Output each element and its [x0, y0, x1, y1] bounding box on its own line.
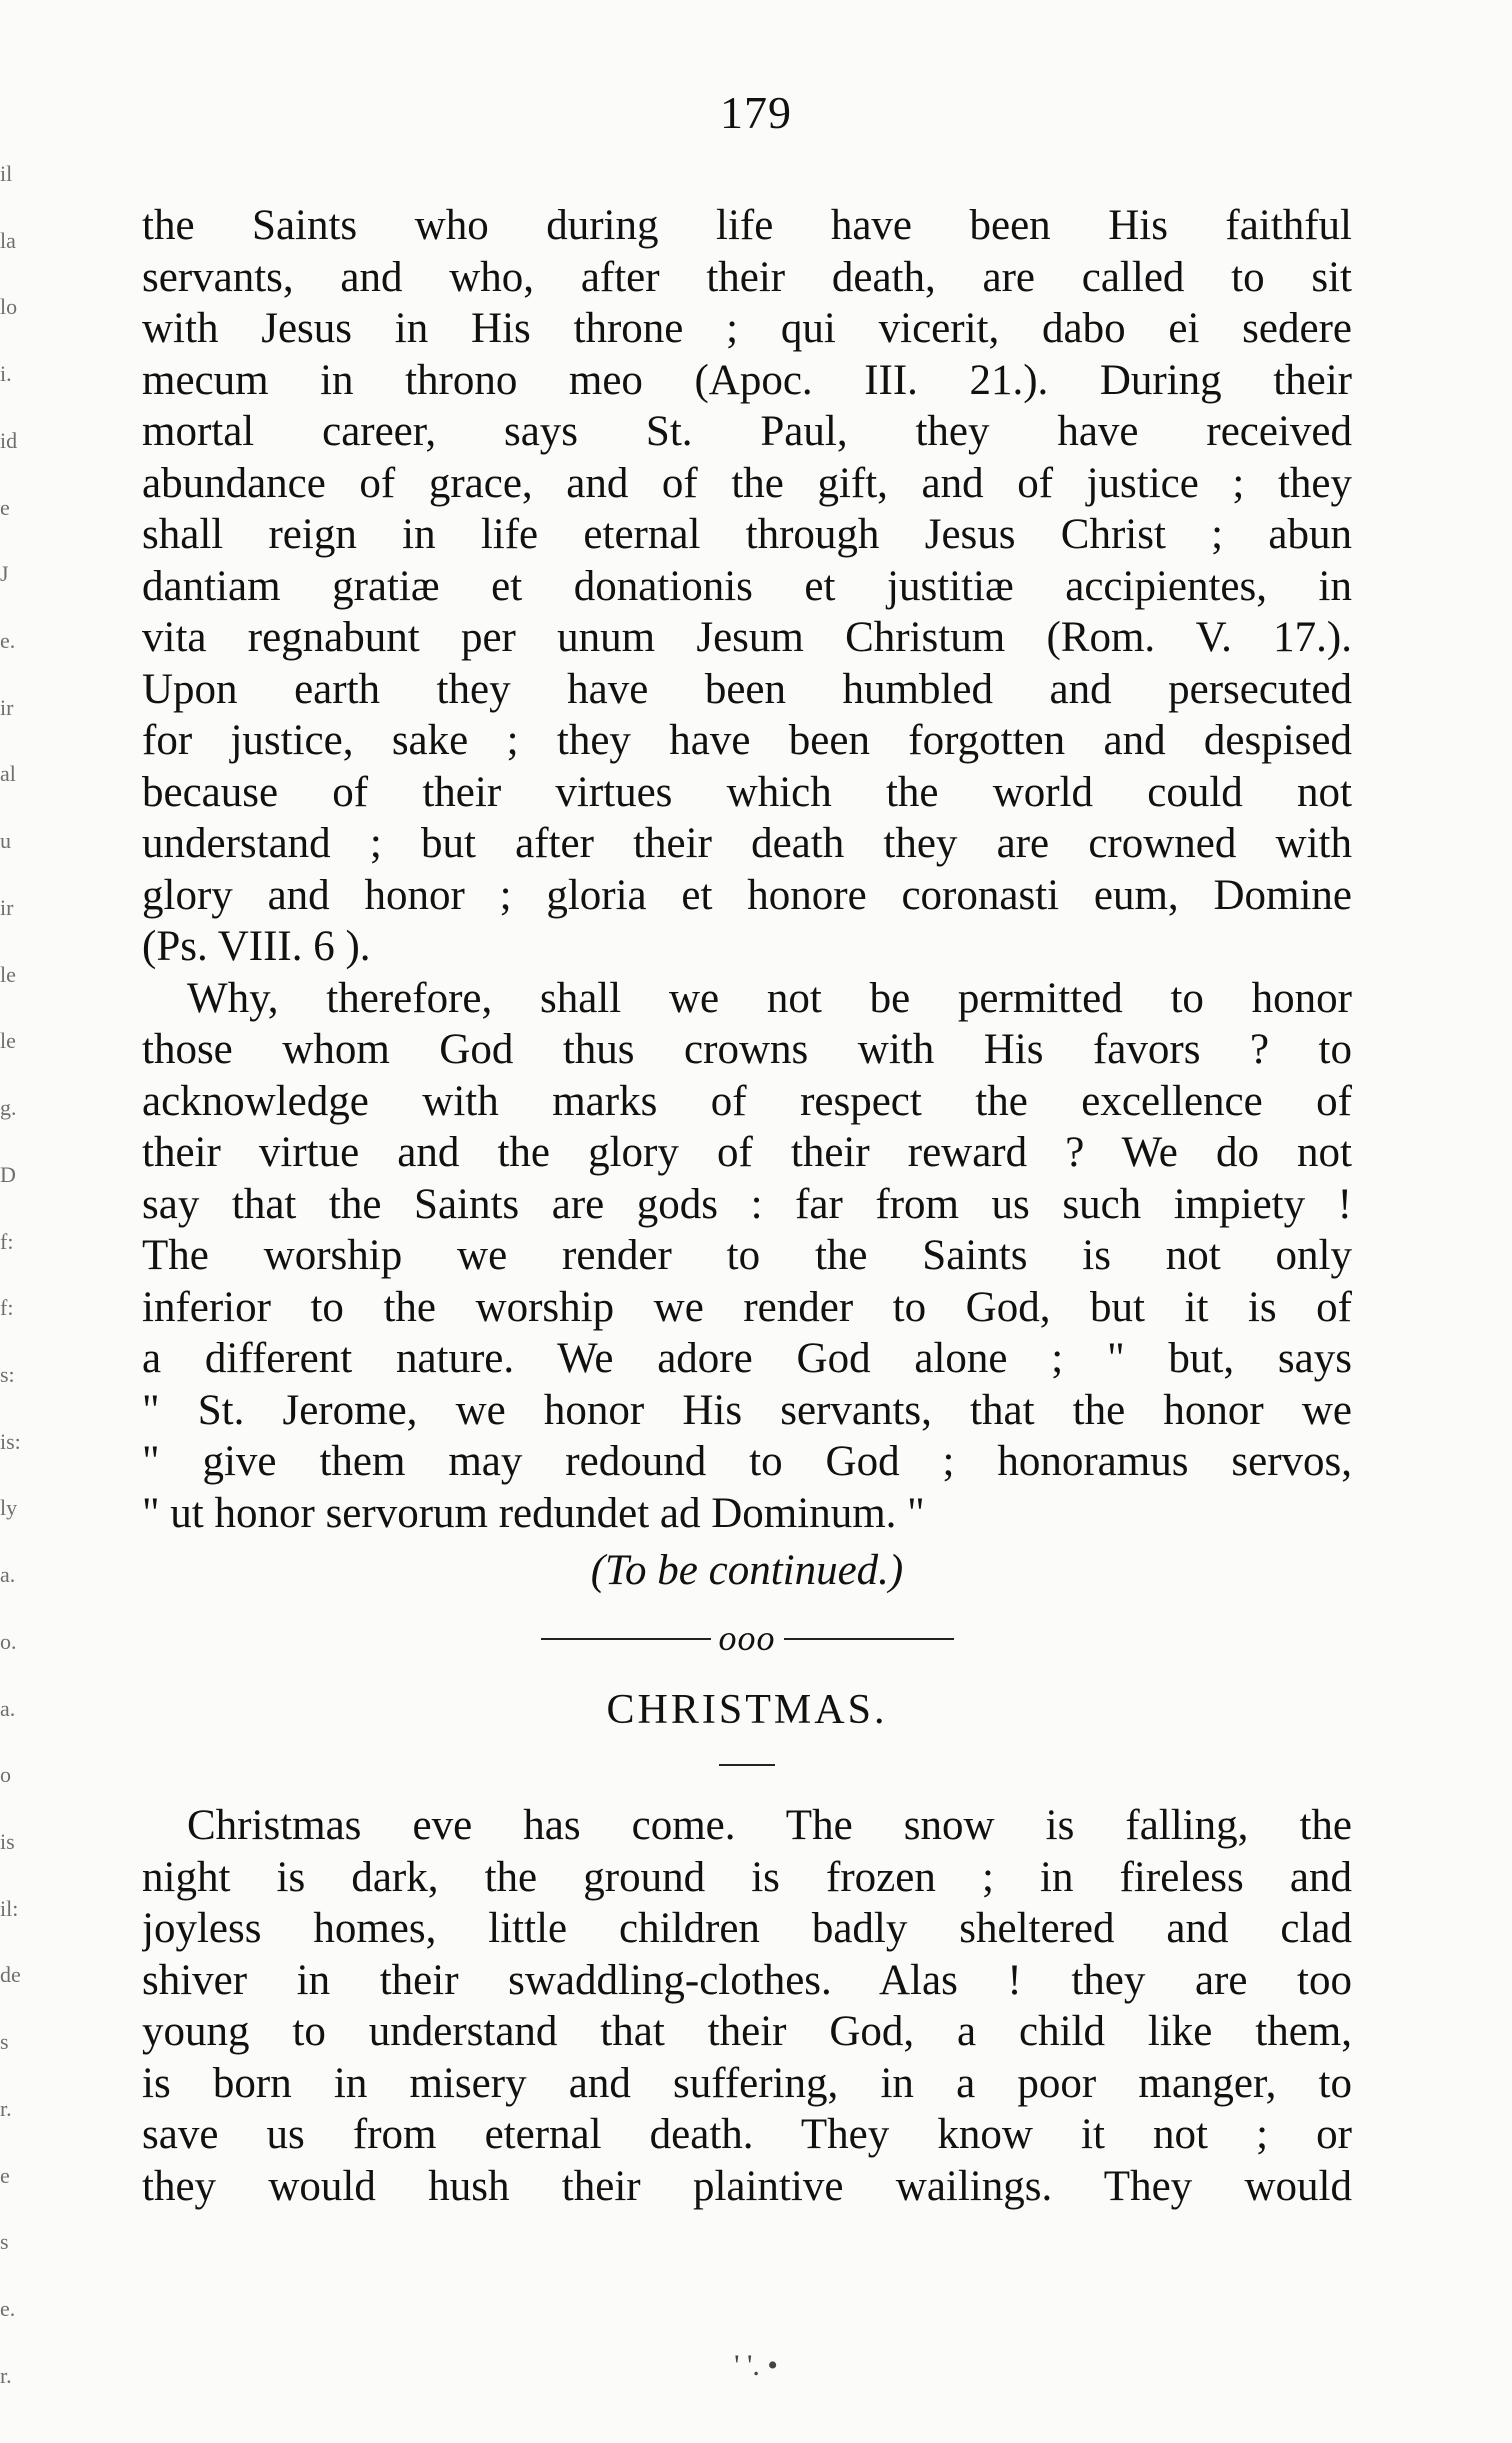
separator-rule-left: [541, 1638, 711, 1640]
bleed-fragment: le: [0, 1028, 16, 1054]
text-line: say that the Saints are gods : far from us such impiety !: [142, 1180, 1352, 1228]
text-line: The worship we render to the Saints is not only: [142, 1232, 1352, 1279]
text-line: mortal career, says St. Paul, they have received: [142, 408, 1352, 455]
text-line: young to understand that their God, a child like them,: [142, 2008, 1352, 2055]
bleed-fragment: e.: [0, 628, 16, 654]
text-line: mecum in throno meo (Apoc. III. 21.). During their: [142, 356, 1352, 404]
paragraph-christmas: [142, 1800, 1352, 2212]
text-line: night is dark, the ground is frozen ; in fireless and: [142, 1853, 1352, 1901]
margin-bleed-through: [0, 160, 38, 2390]
text-line: glory and honor ; gloria et honore coronasti eum, Domine: [142, 871, 1352, 919]
bleed-fragment: s: [0, 2229, 9, 2255]
text-line: a different nature. We adore God alone ; " but, says: [142, 1335, 1352, 1382]
bleed-fragment: s:: [0, 1361, 15, 1387]
text-line: Why, therefore, shall we not be permitted to honor: [187, 974, 1352, 1022]
text-line: understand ; but after their death they are crowned with: [142, 820, 1352, 867]
bleed-fragment: le: [0, 961, 16, 987]
text-line: for justice, sake ; they have been forgotten and despised: [142, 717, 1352, 764]
bleed-fragment: il: [0, 161, 13, 186]
page-number: 179: [720, 87, 792, 138]
bleed-fragment: r.: [0, 2095, 12, 2121]
text-line: with Jesus in His throne ; qui vicerit, dabo ei sedere: [142, 305, 1352, 352]
text-line: they would hush their plaintive wailings. They would: [142, 2162, 1352, 2210]
bleed-fragment: s: [0, 2029, 9, 2055]
text-line: servants, and who, after their death, are called to sit: [142, 253, 1352, 301]
bleed-fragment: is:: [0, 1428, 21, 1454]
text-line: " ut honor servorum redundet ad Dominum. ": [142, 1489, 925, 1537]
text-line: because of their virtues which the world could not: [142, 768, 1352, 816]
bleed-fragment: u: [0, 828, 11, 854]
bleed-fragment: a.: [0, 1695, 16, 1721]
text-line: shiver in their swaddling-clothes. Alas ! they are too: [142, 1956, 1352, 2004]
paragraph-saints: [142, 200, 1352, 973]
bleed-fragment: la: [0, 227, 16, 253]
bleed-fragment: g.: [0, 1095, 17, 1121]
bleed-fragment: o.: [0, 1628, 17, 1654]
text-line: dantiam gratiæ et donationis et justitiæ accipientes, in: [142, 562, 1352, 610]
section-separator: [142, 1619, 1352, 1659]
bleed-fragment: lo: [0, 294, 18, 320]
bleed-fragment: e.: [0, 2296, 16, 2321]
text-line: " give them may redound to God ; honoramus servos,: [142, 1438, 1352, 1485]
text-line: abundance of grace, and of the gift, and of justice ; they: [142, 459, 1352, 507]
bleed-fragment: ly: [0, 1495, 18, 1521]
text-line: Upon earth they have been humbled and persecuted: [142, 665, 1352, 713]
heading-rule: [719, 1764, 775, 1766]
text-line: vita regnabunt per unum Jesum Christum (Rom. V. 17.).: [142, 614, 1352, 661]
bleed-fragment: al: [0, 761, 16, 787]
text-line: their virtue and the glory of their reward ? We do not: [142, 1129, 1352, 1176]
bleed-fragment: i.: [0, 361, 12, 387]
bleed-fragment: e: [0, 494, 10, 520]
section-heading: CHRISTMAS.: [606, 1686, 888, 1733]
bleed-fragment: J: [0, 561, 9, 587]
paragraph-worship: [142, 973, 1352, 1540]
text-line: acknowledge with marks of respect the excellence of: [142, 1077, 1352, 1125]
text-line: shall reign in life eternal through Jesus Christ ; abun: [142, 511, 1352, 558]
bleed-fragment: il:: [0, 1895, 19, 1921]
bleed-fragment: a.: [0, 1562, 16, 1588]
bleed-fragment: id: [0, 427, 18, 453]
text-column: [142, 200, 1352, 2212]
bleed-fragment: D: [0, 1161, 16, 1187]
bleed-fragment: is: [0, 1828, 15, 1854]
bleed-fragment: r.: [0, 2362, 12, 2388]
text-line: save us from eternal death. They know it not ; or: [142, 2111, 1352, 2158]
text-line: the Saints who during life have been His faithful: [142, 202, 1352, 249]
text-line: (Ps. VIII. 6 ).: [142, 923, 371, 970]
text-line: joyless homes, little children badly sheltered and clad: [142, 1905, 1352, 1952]
separator-ornament: ooo: [718, 1617, 776, 1658]
to-be-continued: (To be continued.): [590, 1547, 904, 1594]
bleed-fragment: f:: [0, 1295, 14, 1321]
text-line: those whom God thus crowns with His favors ? to: [142, 1026, 1352, 1073]
text-line: Christmas eve has come. The snow is falling, the: [187, 1802, 1352, 1849]
text-line: inferior to the worship we render to God, but it is of: [142, 1283, 1352, 1331]
footer-specks: ' '. •: [734, 2349, 778, 2382]
separator-rule-right: [784, 1638, 954, 1640]
bleed-fragment: o: [0, 1762, 11, 1788]
bleed-fragment: ir: [0, 894, 14, 920]
text-line: is born in misery and suffering, in a poor manger, to: [142, 2059, 1352, 2107]
bleed-fragment: ir: [0, 694, 14, 720]
bleed-fragment: e: [0, 2162, 10, 2188]
text-line: " St. Jerome, we honor His servants, that the honor we: [142, 1386, 1352, 1434]
bleed-fragment: f:: [0, 1228, 14, 1254]
bleed-fragment: de: [0, 1962, 21, 1988]
